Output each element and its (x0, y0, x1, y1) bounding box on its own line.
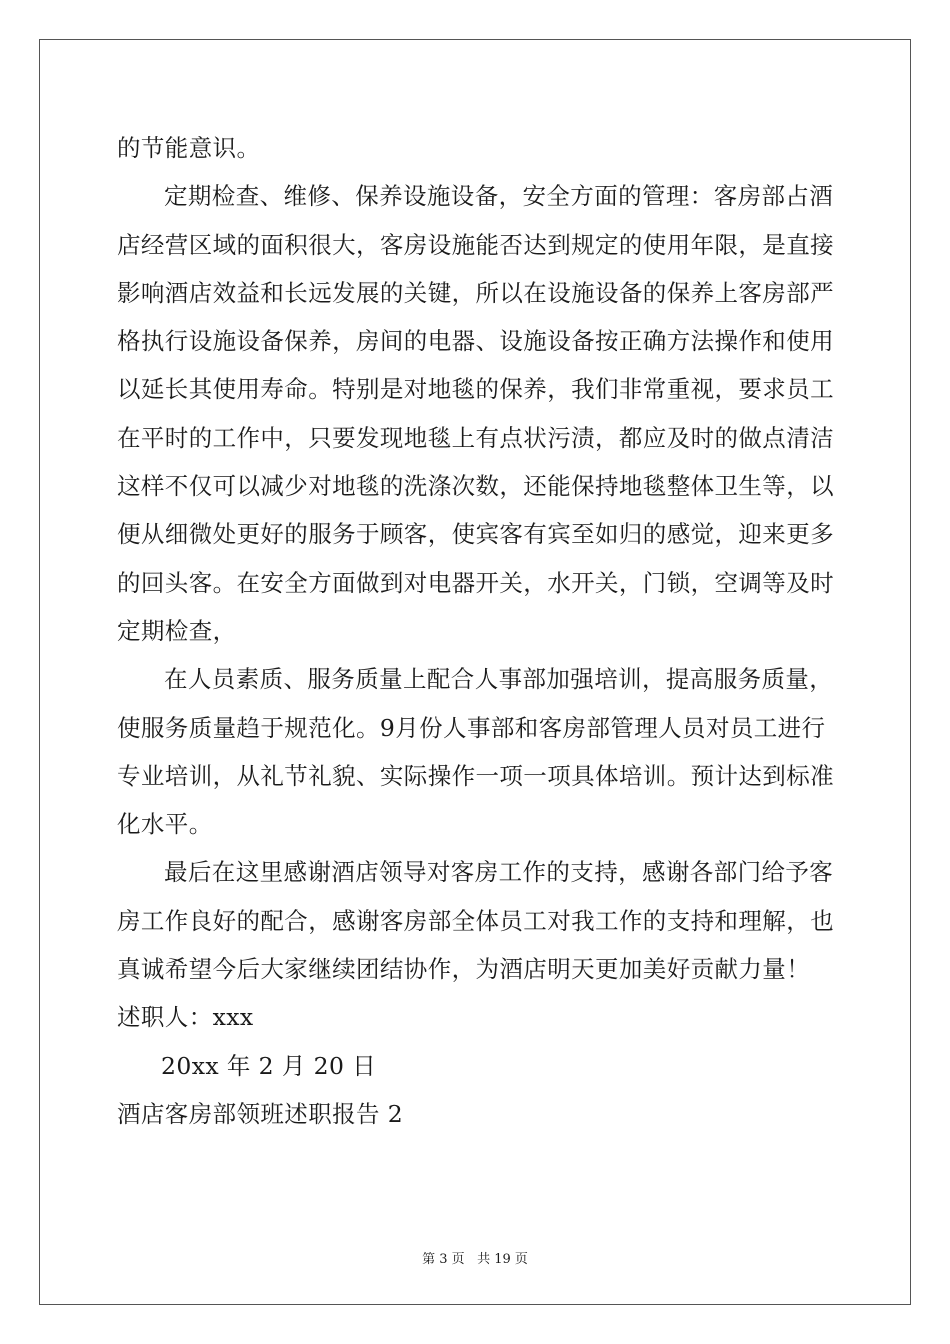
text-line: 以延长其使用寿命。特别是对地毯的保养，我们非常重视，要求员工 (117, 375, 834, 404)
text-line: 真诚希望今后大家继续团结协作，为酒店明天更加美好贡献力量！ (117, 955, 811, 984)
paragraph-start: 定期检查、维修、保养设施设备，安全方面的管理：客房部占酒 (164, 182, 834, 211)
paragraph-start: 最后在这里感谢酒店领导对客房工作的支持，感谢各部门给予客 (164, 858, 834, 887)
text-line: 的回头客。在安全方面做到对电器开关，水开关，门锁，空调等及时 (117, 568, 834, 597)
document-body (117, 124, 833, 1138)
text-line: 影响酒店效益和长远发展的关键，所以在设施设备的保养上客房部严 (117, 278, 834, 307)
text-line: 专业培训，从礼节礼貌、实际操作一项一项具体培训。预计达到标准 (117, 761, 834, 790)
text-line: 店经营区域的面积很大，客房设施能否达到规定的使用年限，是直接 (117, 230, 834, 259)
page-footer (0, 1248, 950, 1267)
paragraph-start: 在人员素质、服务质量上配合人事部加强培训，提高服务质量， (164, 665, 834, 694)
text-line: 房工作良好的配合，感谢客房部全体员工对我工作的支持和理解，也 (117, 906, 834, 935)
text-line: 在平时的工作中，只要发现地毯上有点状污渍，都应及时的做点清洁 (117, 423, 834, 452)
text-line: 定期检查， (117, 616, 237, 645)
text-line: 格执行设施设备保养，房间的电器、设施设备按正确方法操作和使用 (117, 327, 834, 356)
text-line: 便从细微处更好的服务于顾客，使宾客有宾至如归的感觉，迎来更多 (117, 520, 834, 549)
text-line: 使服务质量趋于规范化。9月份人事部和客房部管理人员对员工进行 (117, 713, 826, 742)
signature-line: 述职人：xxx (117, 1003, 254, 1032)
text-line: 这样不仅可以减少对地毯的洗涤次数，还能保持地毯整体卫生等，以 (117, 472, 834, 501)
date-line: 20xx 年 2 月 20 日 (161, 1051, 377, 1080)
text-line: 的节能意识。 (117, 134, 261, 162)
text-line: 化水平。 (117, 810, 213, 839)
page-number: 第 3 页 (422, 1252, 465, 1267)
page-total: 共 19 页 (477, 1252, 528, 1267)
section-title: 酒店客房部领班述职报告 2 (117, 1099, 404, 1128)
